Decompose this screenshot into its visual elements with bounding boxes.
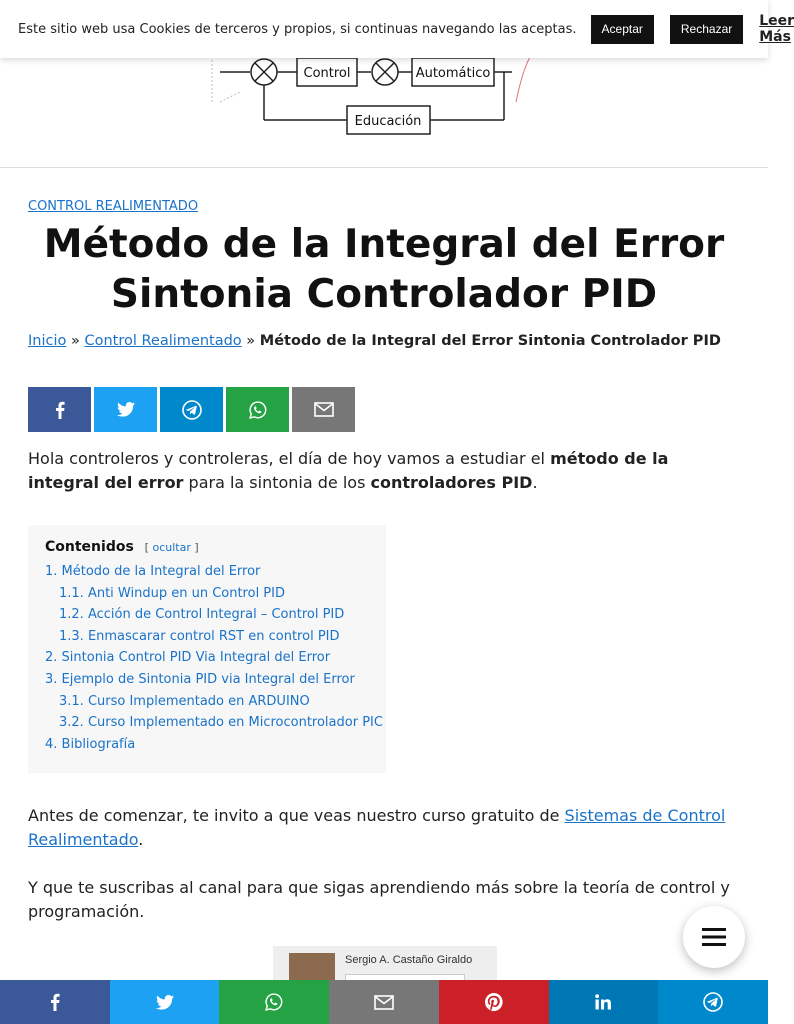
cookie-text: Este sitio web usa Cookies de terceros y propios, si continuas navegando las aceptas.	[18, 21, 577, 37]
breadcrumb-current: Método de la Integral del Error Sintonia Controlador PID	[259, 333, 721, 349]
page-title: Método de la Integral del Error Sintonia Controlador PID	[43, 222, 725, 317]
cookie-bar	[0, 0, 794, 58]
intro-text: para la sintonia de los	[183, 473, 371, 492]
toc-item[interactable]: 3. Ejemplo de Sintonia PID via Integral del Error	[45, 671, 355, 687]
share-linkedin-button[interactable]	[549, 980, 659, 1024]
email-icon	[374, 995, 394, 1010]
toc-hide-toggle	[145, 541, 199, 554]
facebook-icon	[55, 401, 65, 419]
toc-bracket: ]	[194, 541, 199, 554]
linkedin-icon	[595, 994, 611, 1010]
toc-item[interactable]: 2. Sintonia Control PID Via Integral del Error	[45, 650, 331, 666]
toc-list	[45, 561, 383, 755]
toc-item[interactable]: 1.1. Anti Windup en un Control PID	[59, 585, 285, 601]
share-email-button[interactable]	[329, 980, 439, 1024]
share-telegram-button[interactable]	[160, 387, 223, 432]
share-buttons-top	[28, 387, 355, 432]
reject-cookies-button[interactable]: Rechazar	[670, 15, 743, 44]
share-telegram-button[interactable]	[658, 980, 768, 1024]
toc-item[interactable]: 1. Método de la Integral del Error	[45, 564, 261, 579]
twitter-icon	[156, 995, 174, 1010]
facebook-icon	[50, 993, 60, 1011]
share-email-button[interactable]	[292, 387, 355, 432]
control-block-label: Control	[303, 66, 351, 81]
share-pinterest-button[interactable]	[439, 980, 549, 1024]
table-of-contents	[28, 525, 386, 773]
menu-button[interactable]	[683, 906, 745, 968]
share-facebook-button[interactable]	[28, 387, 91, 432]
educacion-block-label: Educación	[354, 114, 422, 129]
toc-item[interactable]: 3.2. Curso Implementado en Microcontrolador PIC	[59, 715, 383, 731]
breadcrumb	[28, 333, 721, 349]
subscribe-paragraph: Y que te suscribas al canal para que sigas aprendiendo más sobre la teoría de control y programación.	[28, 878, 730, 921]
breadcrumb-separator: »	[241, 333, 260, 349]
automatico-block-label: Automático	[415, 66, 491, 81]
accept-cookies-button[interactable]: Aceptar	[591, 15, 654, 44]
toc-header	[45, 539, 369, 555]
toc-item[interactable]: 3.1. Curso Implementado en ARDUINO	[59, 693, 310, 709]
intro-text: Hola controleros y controleras, el día de hoy vamos a estudiar el	[28, 449, 551, 468]
share-bar-bottom	[0, 980, 768, 1024]
whatsapp-icon	[249, 401, 267, 419]
toc-item[interactable]: 1.2. Acción de Control Integral – Control PID	[59, 607, 345, 623]
breadcrumb-home-link[interactable]: Inicio	[28, 333, 67, 349]
share-facebook-button[interactable]	[0, 980, 110, 1024]
course-link[interactable]: Sistemas de Control Realimentado	[28, 806, 726, 849]
block-diagram	[200, 52, 540, 168]
toc-hide-link[interactable]: ocultar	[152, 541, 191, 554]
twitter-icon	[117, 402, 135, 417]
whatsapp-icon	[265, 993, 283, 1011]
channel-name: Sergio A. Castaño Giraldo	[345, 954, 473, 966]
intro-bold-pid: controladores PID	[370, 473, 533, 492]
email-icon	[314, 402, 334, 417]
toc-item[interactable]: 1.3. Enmascarar control RST en control PID	[59, 628, 340, 644]
intro-paragraph	[28, 447, 740, 495]
hamburger-icon	[702, 928, 726, 946]
toc-title: Contenidos	[45, 539, 134, 555]
telegram-icon	[703, 992, 723, 1012]
intro-bold-method: método de la integral del error	[28, 449, 669, 492]
intro-text: .	[532, 473, 538, 492]
course-text: Antes de comenzar, te invito a que veas nuestro curso gratuito de	[28, 806, 565, 825]
breadcrumb-separator: »	[66, 333, 85, 349]
share-whatsapp-button[interactable]	[219, 980, 329, 1024]
pinterest-icon	[485, 993, 503, 1011]
toc-item[interactable]: 4. Bibliografía	[45, 736, 136, 752]
breadcrumb-section-link[interactable]: Control Realimentado	[84, 333, 242, 349]
share-twitter-button[interactable]	[94, 387, 157, 432]
telegram-icon	[182, 400, 202, 420]
toc-bracket: [	[144, 541, 149, 554]
hero-diagram	[0, 52, 768, 168]
category-link[interactable]: CONTROL REALIMENTADO	[28, 199, 199, 214]
read-more-link[interactable]: Leer Más	[759, 13, 794, 45]
course-paragraph	[28, 804, 740, 852]
share-whatsapp-button[interactable]	[226, 387, 289, 432]
share-twitter-button[interactable]	[110, 980, 220, 1024]
course-text: .	[138, 830, 144, 849]
